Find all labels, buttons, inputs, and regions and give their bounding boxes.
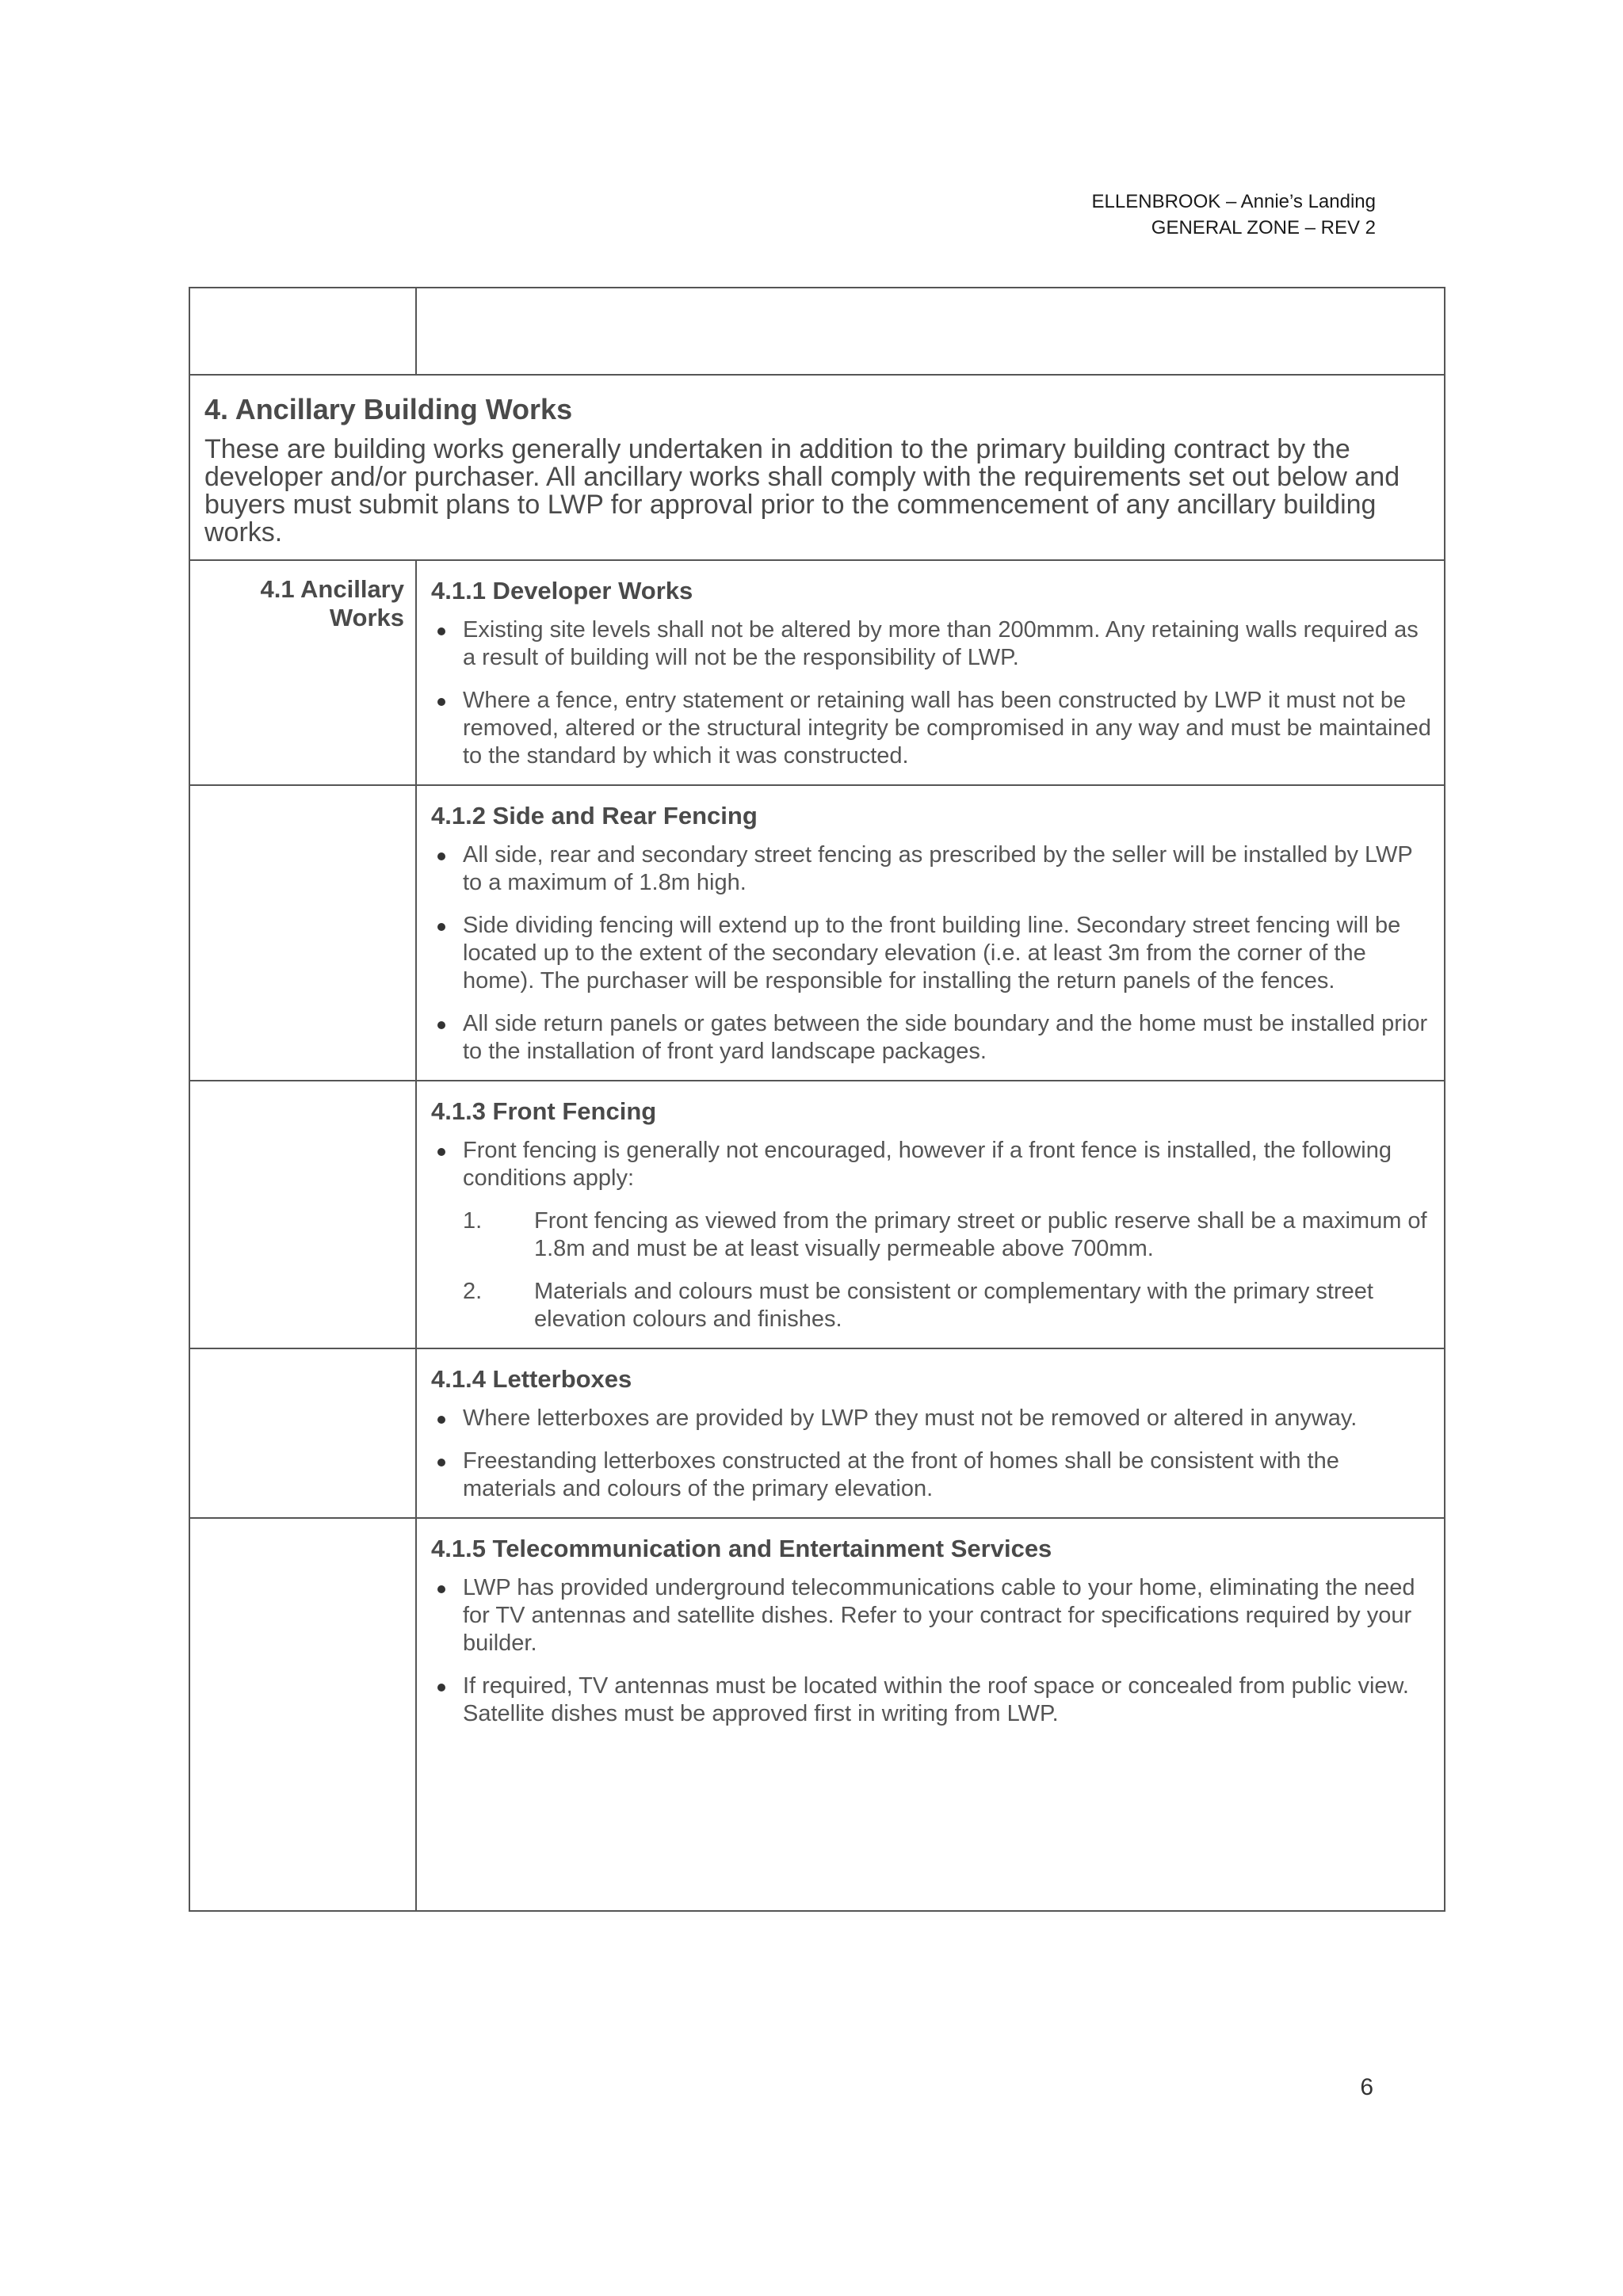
bullet-text: LWP has provided underground telecommunications cable to your home, eliminating the need for TV antennas and satellite dishes. Refer to your contract for specifications required by your builder.: [463, 1575, 1415, 1656]
subsection-label-cell: [189, 1518, 416, 1911]
bullet-text: Freestanding letterboxes constructed at the front of homes shall be consistent with the materials and colours of the primary elevation.: [463, 1448, 1339, 1501]
subsection-heading: 4.1.2 Side and Rear Fencing: [431, 802, 758, 830]
blank-row: [189, 288, 1445, 375]
subsection-label-line2: Works: [329, 604, 404, 631]
bullet-list: [431, 616, 1431, 770]
subsection-content-cell: [416, 785, 1445, 1081]
bullet-text: All side, rear and secondary street fencing as prescribed by the seller will be installed by LWP to a maximum of 1.8m high.: [463, 842, 1413, 895]
bullet-list: [431, 1405, 1431, 1503]
bullet-icon: [437, 627, 445, 635]
bullet-list: [431, 1574, 1431, 1728]
page-number: 6: [1360, 2074, 1373, 2100]
subsection-label-cell: [189, 785, 416, 1081]
section-header-row: [189, 375, 1445, 560]
numbered-item: [431, 1207, 1431, 1263]
subsection-heading: 4.1.3 Front Fencing: [431, 1097, 657, 1125]
subsection-row: [189, 1081, 1445, 1348]
bullet-list: [431, 1137, 1431, 1192]
bullet-text: All side return panels or gates between the side boundary and the home must be installed prior to the installation of front yard landscape packages.: [463, 1011, 1428, 1064]
bullet-text: Front fencing is generally not encouraged, however if a front fence is installed, the following conditions apply:: [463, 1138, 1392, 1191]
subsection-label-line1: 4.1 Ancillary: [260, 575, 404, 603]
bullet-icon: [437, 698, 445, 706]
blank-cell-right: [416, 288, 1445, 375]
subsection-label-cell: [189, 560, 416, 785]
bullet-icon: [437, 852, 445, 860]
subsection-content-cell: [416, 1518, 1445, 1911]
item-number: 1.: [463, 1208, 483, 1234]
bullet-item: [431, 912, 1431, 995]
item-text: Materials and colours must be consistent or complementary with the primary street elevation colours and finishes.: [534, 1279, 1373, 1332]
subsection-label-cell: [189, 1081, 416, 1348]
bullet-icon: [437, 1021, 445, 1029]
bullet-item: [431, 1672, 1431, 1728]
bullet-item: [431, 1447, 1431, 1503]
bullet-item: [431, 841, 1431, 897]
bullet-text: If required, TV antennas must be located within the roof space or concealed from public view. Satellite dishes must be approved first in writing from LWP.: [463, 1673, 1409, 1726]
bullet-item: [431, 616, 1431, 672]
bullet-icon: [437, 1148, 445, 1156]
bullet-item: [431, 687, 1431, 770]
bullet-icon: [437, 1459, 445, 1466]
item-text: Front fencing as viewed from the primary street or public reserve shall be a maximum of 1.8m and must be at least visually permeable above 700mm.: [534, 1208, 1427, 1261]
bullet-text: Where letterboxes are provided by LWP they must not be removed or altered in anyway.: [463, 1405, 1358, 1431]
subsection-content-cell: [416, 560, 1445, 785]
subsection-row: [189, 1518, 1445, 1911]
numbered-item: [431, 1278, 1431, 1333]
bullet-icon: [437, 1684, 445, 1691]
guidelines-table: [189, 287, 1445, 1912]
section-title: 4. Ancillary Building Works: [204, 393, 573, 425]
numbered-list: [431, 1207, 1431, 1333]
subsection-heading: 4.1.4 Letterboxes: [431, 1365, 632, 1393]
section-intro: These are building works generally undertaken in addition to the primary building contract by the developer and/or purchaser. All ancillary works shall comply with the requirements set out below and buyers must submit plans to LWP for approval prior to the commencement of any ancillary building works.: [204, 434, 1400, 547]
bullet-item: [431, 1574, 1431, 1657]
subsection-label-cell: [189, 1348, 416, 1518]
bullet-icon: [437, 923, 445, 931]
header-subtitle: GENERAL ZONE – REV 2: [1151, 217, 1376, 238]
page-header: [1092, 189, 1376, 241]
bullet-list: [431, 841, 1431, 1066]
bullet-text: Side dividing fencing will extend up to the front building line. Secondary street fencing will be located up to the extent of the secondary elevation (i.e. at least 3m from the corner of the home). The purchaser will be responsible for installing the return panels of the fences.: [463, 913, 1401, 994]
subsection-content-cell: [416, 1081, 1445, 1348]
bullet-text: Existing site levels shall not be altered by more than 200mmm. Any retaining walls required as a result of building will not be the responsibility of LWP.: [463, 617, 1419, 670]
subsection-heading: 4.1.1 Developer Works: [431, 577, 693, 605]
bullet-item: [431, 1137, 1431, 1192]
subsection-row: [189, 560, 1445, 785]
bullet-icon: [437, 1585, 445, 1593]
blank-cell-left: [189, 288, 416, 375]
subsection-content-cell: [416, 1348, 1445, 1518]
header-title: ELLENBROOK – Annie’s Landing: [1091, 191, 1376, 212]
section-header-cell: [189, 375, 1445, 560]
subsection-heading: 4.1.5 Telecommunication and Entertainment Services: [431, 1535, 1052, 1562]
bullet-item: [431, 1405, 1431, 1432]
bullet-icon: [437, 1416, 445, 1424]
subsection-row: [189, 1348, 1445, 1518]
item-number: 2.: [463, 1279, 483, 1304]
subsection-row: [189, 785, 1445, 1081]
bullet-item: [431, 1010, 1431, 1066]
bullet-text: Where a fence, entry statement or retaining wall has been constructed by LWP it must not be removed, altered or the structural integrity be compromised in any way and must be maintained to the standard by which it was constructed.: [463, 688, 1431, 769]
